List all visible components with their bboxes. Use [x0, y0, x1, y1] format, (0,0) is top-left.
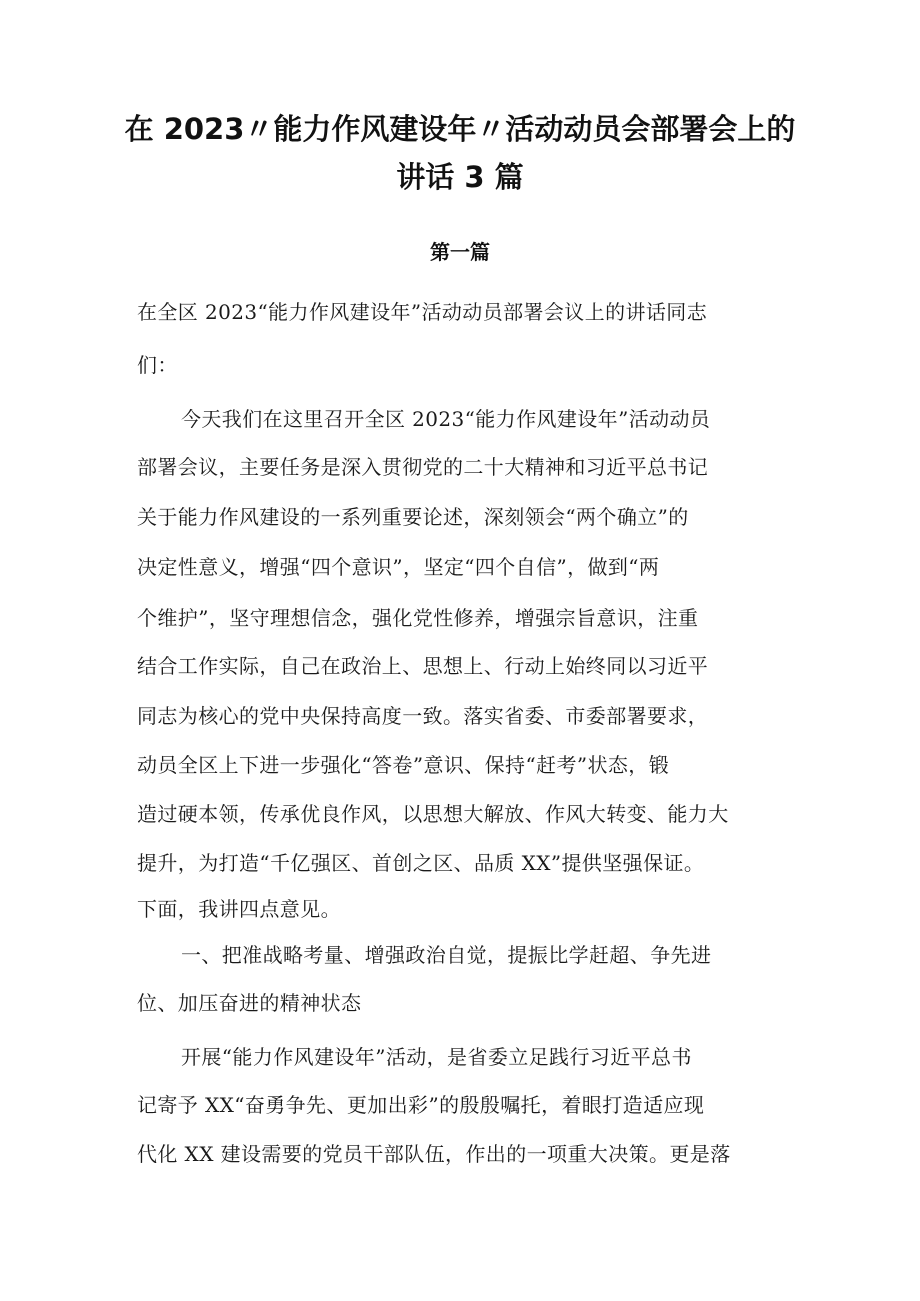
body-line: 们： — [137, 353, 178, 377]
body-line: 今天我们在这里召开全区 2023“能力作风建设年”活动动员 — [181, 407, 711, 431]
body-line: 在全区 2023“能力作风建设年”活动动员部署会议上的讲话同志 — [137, 300, 708, 324]
body-line: 位、加压奋进的精神状态 — [137, 991, 362, 1015]
body-line: 同志为核心的党中央保持高度一致。落实省委、市委部署要求， — [137, 704, 709, 728]
body-line: 开展“能力作风建设年”活动，是省委立足践行习近平总书 — [181, 1045, 692, 1069]
body-line: 决定性意义，增强“四个意识”，坚定“四个自信”，做到“两 — [137, 555, 660, 579]
body-line: 个维护”，坚守理想信念，强化党性修养，增强宗旨意识，注重 — [137, 606, 699, 630]
body-line: 动员全区上下进一步强化“答卷”意识、保持“赶考”状态，锻 — [137, 753, 670, 777]
body-line: 结合工作实际，自己在政治上、思想上、行动上始终同以习近平 — [137, 654, 709, 678]
body-line: 关于能力作风建设的一系列重要论述，深刻领会“两个确立”的 — [137, 505, 689, 529]
body-line: 代化 XX 建设需要的党员干部队伍，作出的一项重大决策。更是落 — [137, 1142, 731, 1166]
document-title-line-1: 在 2023〃能力作风建设年〃活动动员会部署会上的 — [124, 112, 796, 146]
body-line: 部署会议，主要任务是深入贯彻党的二十大精神和习近平总书记 — [137, 455, 709, 479]
document-title-line-2: 讲话 3 篇 — [396, 160, 524, 194]
section-heading: 第一篇 — [430, 240, 490, 264]
body-line: 造过硬本领，传承优良作风，以思想大解放、作风大转变、能力大 — [137, 802, 729, 826]
body-line: 提升，为打造“千亿强区、首创之区、品质 XX”提供坚强保证。 — [137, 851, 705, 875]
body-line: 一、把准战略考量、增强政治自觉，提振比学赶超、争先进 — [181, 943, 712, 967]
body-line: 下面，我讲四点意见。 — [137, 897, 341, 921]
body-line: 记寄予 XX“奋勇争先、更加出彩”的殷殷嘱托，着眼打造适应现 — [137, 1093, 705, 1117]
